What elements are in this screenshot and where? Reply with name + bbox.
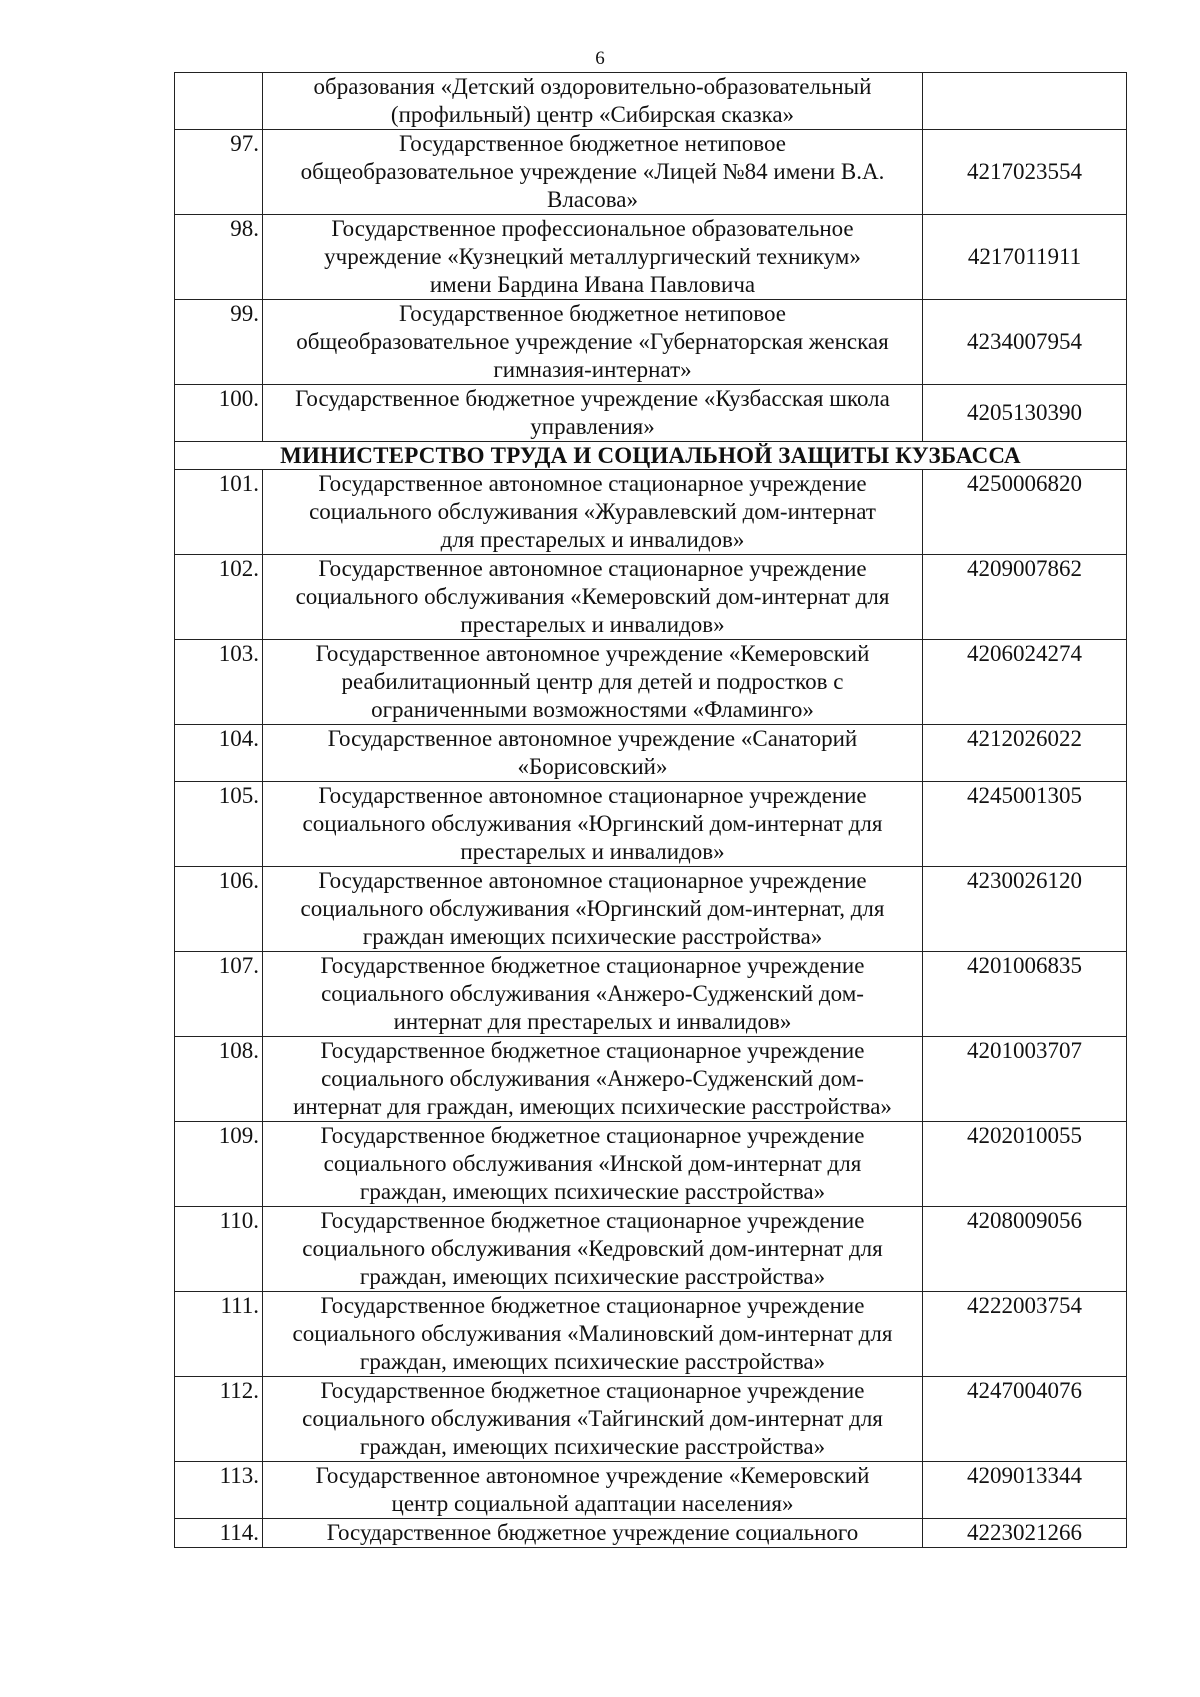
organization-name <box>263 1122 923 1207</box>
row-number: 114. <box>175 1519 263 1548</box>
organization-name-line: социального обслуживания «Анжеро-Судженский дом- <box>321 981 864 1006</box>
tax-id: 4223021266 <box>923 1519 1127 1548</box>
organization-name-line: для престарелых и инвалидов» <box>440 527 745 552</box>
tax-id: 4205130390 <box>923 385 1127 442</box>
row-number: 97. <box>175 130 263 215</box>
organization-name-line: Государственное бюджетное стационарное учреждение <box>320 953 865 978</box>
organization-name-line: Государственное бюджетное нетиповое <box>399 301 786 326</box>
organization-name-line: ограниченными возможностями «Фламинго» <box>371 697 814 722</box>
organization-name-line: Государственное бюджетное стационарное учреждение <box>320 1208 865 1233</box>
organization-name-line: Государственное бюджетное нетиповое <box>399 131 786 156</box>
organization-name-line: Государственное автономное учреждение «Санаторий <box>327 726 858 751</box>
row-number: 110. <box>175 1207 263 1292</box>
organization-name <box>263 73 923 130</box>
row-number <box>175 73 263 130</box>
organization-name <box>263 1037 923 1122</box>
table-row <box>175 1037 1127 1122</box>
organization-name-line: Государственное бюджетное учреждение «Кузбасская школа <box>295 386 890 411</box>
tax-id: 4209007862 <box>923 555 1127 640</box>
page-number: 6 <box>595 48 605 69</box>
row-number: 100. <box>175 385 263 442</box>
organization-name-line: Государственное автономное учреждение «Кемеровский <box>315 641 870 666</box>
organization-name-line: социального обслуживания «Кедровский дом-интернат для <box>302 1236 883 1261</box>
organization-name-line: престарелых и инвалидов» <box>460 612 725 637</box>
table-row <box>175 1122 1127 1207</box>
organization-name-line: граждан, имеющих психические расстройства» <box>359 1434 826 1459</box>
organization-name-line: социального обслуживания «Инской дом-интернат для <box>323 1151 862 1176</box>
organization-name <box>263 385 923 442</box>
tax-id: 4209013344 <box>923 1462 1127 1519</box>
organization-name-line: общеобразовательное учреждение «Губернаторская женская <box>296 329 889 354</box>
table-row <box>175 640 1127 725</box>
tax-id: 4201006835 <box>923 952 1127 1037</box>
table-row <box>175 725 1127 782</box>
table-body-after-section <box>175 470 1127 1548</box>
row-number: 99. <box>175 300 263 385</box>
tax-id: 4230026120 <box>923 867 1127 952</box>
table-row <box>175 555 1127 640</box>
tax-id: 4217011911 <box>923 215 1127 300</box>
organization-name-line: Государственное бюджетное стационарное учреждение <box>320 1123 865 1148</box>
section-title: МИНИСТЕРСТВО ТРУДА И СОЦИАЛЬНОЙ ЗАЩИТЫ КУЗБАССА <box>175 442 1127 470</box>
row-number: 107. <box>175 952 263 1037</box>
organization-name <box>263 130 923 215</box>
organization-name <box>263 1519 923 1548</box>
organization-name-line: интернат для граждан, имеющих психические расстройства» <box>293 1094 892 1119</box>
table-row <box>175 1207 1127 1292</box>
organization-name <box>263 1377 923 1462</box>
tax-id: 4212026022 <box>923 725 1127 782</box>
row-number: 112. <box>175 1377 263 1462</box>
row-number: 103. <box>175 640 263 725</box>
organization-name-line: Государственное автономное стационарное учреждение <box>318 783 867 808</box>
table-row <box>175 1519 1127 1548</box>
row-number: 111. <box>175 1292 263 1377</box>
organization-name-line: социального обслуживания «Журавлевский дом-интернат <box>309 499 876 524</box>
organization-name-line: Государственное автономное стационарное учреждение <box>318 556 867 581</box>
tax-id: 4222003754 <box>923 1292 1127 1377</box>
row-number: 109. <box>175 1122 263 1207</box>
table-row <box>175 300 1127 385</box>
table-body-before-section <box>175 73 1127 442</box>
tax-id: 4202010055 <box>923 1122 1127 1207</box>
table-row <box>175 1377 1127 1462</box>
organization-name-line: Государственное бюджетное стационарное учреждение <box>320 1378 865 1403</box>
row-number: 113. <box>175 1462 263 1519</box>
section-row <box>175 442 1127 470</box>
tax-id: 4208009056 <box>923 1207 1127 1292</box>
organization-name <box>263 640 923 725</box>
organization-name-line: социального обслуживания «Юргинский дом-интернат для <box>302 811 883 836</box>
organization-name <box>263 1462 923 1519</box>
organization-name-line: граждан имеющих психические расстройства» <box>362 924 823 949</box>
organization-name-line: общеобразовательное учреждение «Лицей №84 имени В.А. <box>300 159 885 184</box>
organization-name-line: имени Бардина Ивана Павловича <box>429 272 756 297</box>
tax-id: 4217023554 <box>923 130 1127 215</box>
organization-name-line: Государственное бюджетное стационарное учреждение <box>320 1293 865 1318</box>
row-number: 104. <box>175 725 263 782</box>
organization-name-line: Государственное профессиональное образовательное <box>331 216 854 241</box>
organization-name-line: (профильный) центр «Сибирская сказка» <box>390 102 795 127</box>
table-row <box>175 385 1127 442</box>
tax-id: 4234007954 <box>923 300 1127 385</box>
table-row <box>175 782 1127 867</box>
tax-id <box>923 73 1127 130</box>
organization-name-line: гимназия-интернат» <box>493 357 692 382</box>
table-row <box>175 215 1127 300</box>
organization-name <box>263 300 923 385</box>
organization-name <box>263 782 923 867</box>
tax-id: 4247004076 <box>923 1377 1127 1462</box>
organization-name <box>263 215 923 300</box>
table-row <box>175 952 1127 1037</box>
organization-name <box>263 470 923 555</box>
organization-name-line: образования «Детский оздоровительно-образовательный <box>313 74 872 99</box>
table-row <box>175 867 1127 952</box>
organization-name-line: социального обслуживания «Анжеро-Судженский дом- <box>321 1066 864 1091</box>
row-number: 102. <box>175 555 263 640</box>
organization-name-line: граждан, имеющих психические расстройства» <box>359 1264 826 1289</box>
organization-name-line: престарелых и инвалидов» <box>460 839 725 864</box>
organization-name <box>263 867 923 952</box>
table-row <box>175 130 1127 215</box>
organization-name-line: граждан, имеющих психические расстройства» <box>359 1349 826 1374</box>
organization-name <box>263 1292 923 1377</box>
organization-name-line: Власова» <box>546 187 638 212</box>
organization-name-line: социального обслуживания «Кемеровский дом-интернат для <box>295 584 890 609</box>
row-number: 105. <box>175 782 263 867</box>
organization-name-line: социального обслуживания «Малиновский дом-интернат для <box>292 1321 893 1346</box>
organization-name-line: управления» <box>530 414 655 439</box>
row-number: 108. <box>175 1037 263 1122</box>
organization-name-line: Государственное автономное стационарное учреждение <box>318 868 867 893</box>
organization-name-line: учреждение «Кузнецкий металлургический техникум» <box>324 244 861 269</box>
organization-name <box>263 1207 923 1292</box>
organization-name-line: граждан, имеющих психические расстройства» <box>359 1179 826 1204</box>
tax-id: 4201003707 <box>923 1037 1127 1122</box>
table-section-header <box>175 442 1127 470</box>
organization-name-line: Государственное бюджетное стационарное учреждение <box>320 1038 865 1063</box>
organization-name-line: Государственное автономное стационарное учреждение <box>318 471 867 496</box>
organization-name-line: центр социальной адаптации населения» <box>391 1491 794 1516</box>
registry-table <box>174 72 1127 1548</box>
organization-name-line: «Борисовский» <box>517 754 668 779</box>
organization-name-line: социального обслуживания «Юргинский дом-интернат, для <box>300 896 885 921</box>
tax-id: 4206024274 <box>923 640 1127 725</box>
organization-name-line: реабилитационный центр для детей и подростков с <box>341 669 844 694</box>
table-row <box>175 470 1127 555</box>
organization-name <box>263 725 923 782</box>
tax-id: 4245001305 <box>923 782 1127 867</box>
organization-name-line: интернат для престарелых и инвалидов» <box>393 1009 792 1034</box>
table-row <box>175 1462 1127 1519</box>
organization-name-line: Государственное автономное учреждение «Кемеровский <box>315 1463 870 1488</box>
organization-name <box>263 555 923 640</box>
table-row <box>175 1292 1127 1377</box>
table-row <box>175 73 1127 130</box>
tax-id: 4250006820 <box>923 470 1127 555</box>
row-number: 98. <box>175 215 263 300</box>
row-number: 106. <box>175 867 263 952</box>
row-number: 101. <box>175 470 263 555</box>
organization-name <box>263 952 923 1037</box>
organization-name-line: Государственное бюджетное учреждение социального <box>326 1520 859 1545</box>
organization-name-line: социального обслуживания «Тайгинский дом-интернат для <box>302 1406 883 1431</box>
